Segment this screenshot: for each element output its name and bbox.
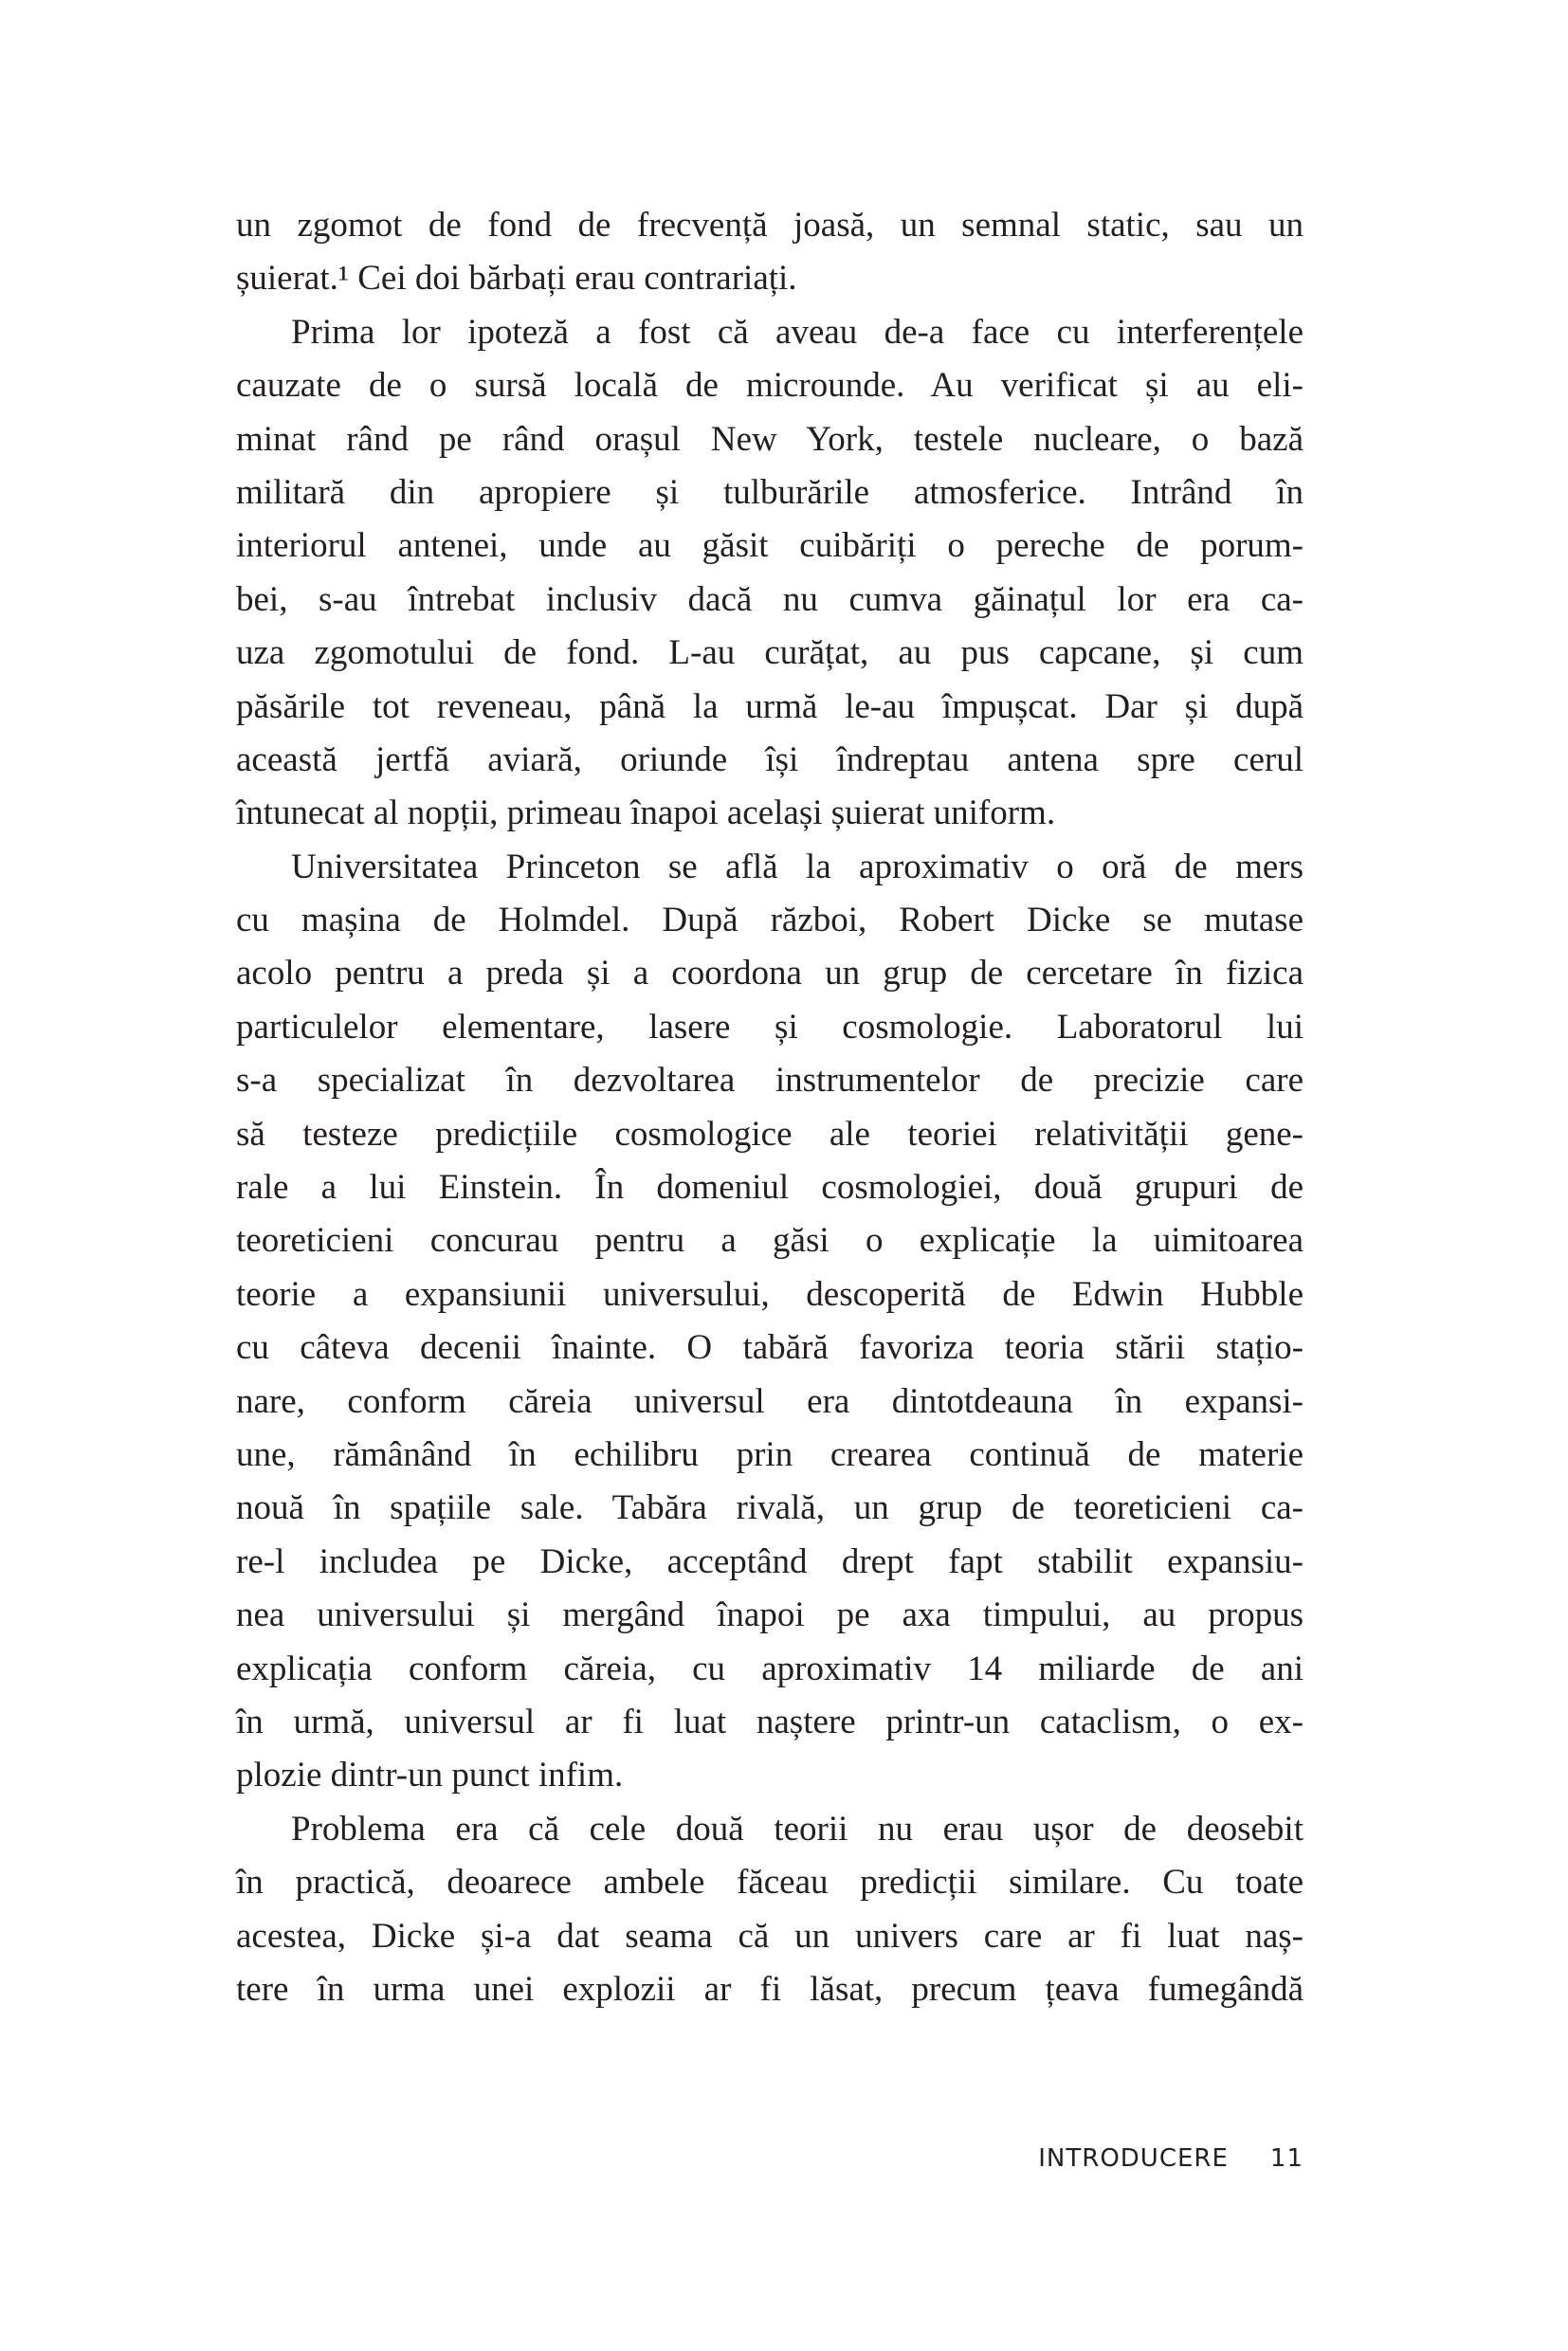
text-line: nare, conform căreia universul era dintotdeauna în expansi- bbox=[236, 1381, 1304, 1421]
text-line: plozie dintr-un punct infim. bbox=[236, 1756, 624, 1795]
text-line: acolo pentru a preda și a coordona un grup de cercetare în fizica bbox=[236, 954, 1304, 993]
text-line: cauzate de o sursă locală de microunde. Au verificat și au eli- bbox=[236, 366, 1304, 406]
text-line: să testeze predicțiile cosmologice ale teoriei relativității gene- bbox=[236, 1114, 1304, 1154]
text-line: explicația conform căreia, cu aproximativ 14 miliarde de ani bbox=[236, 1649, 1304, 1688]
text-line: nea universului și mergând înapoi pe axa timpului, au propus bbox=[236, 1595, 1304, 1635]
text-line: nouă în spațiile sale. Tabăra rivală, un grup de teoreticieni ca- bbox=[236, 1488, 1304, 1528]
page-number: 11 bbox=[1269, 2144, 1304, 2173]
text-line: militară din apropiere și tulburările atmosferice. Intrând în bbox=[236, 472, 1304, 512]
text-line: Universitatea Princeton se află la aproximativ o oră de mers bbox=[291, 847, 1304, 886]
text-line: în urmă, universul ar fi luat naștere printr-un cataclism, o ex- bbox=[236, 1702, 1304, 1741]
text-line: Problema era că cele două teorii nu erau ușor de deosebit bbox=[291, 1809, 1304, 1849]
text-line: minat rând pe rând orașul New York, testele nucleare, o bază bbox=[236, 419, 1304, 459]
text-line: în practică, deoarece ambele făceau predicții similare. Cu toate bbox=[236, 1863, 1304, 1903]
text-line: șuierat.¹ Cei doi bărbați erau contrariați. bbox=[236, 259, 797, 299]
text-line: bei, s-au întrebat inclusiv dacă nu cumva găinațul lor era ca- bbox=[236, 579, 1304, 619]
text-line: această jertfă aviară, oriunde își îndreptau antena spre cerul bbox=[236, 739, 1304, 779]
text-line: Prima lor ipoteză a fost că aveau de-a face cu interferențele bbox=[291, 312, 1304, 352]
text-line: cu mașina de Holmdel. După război, Robert Dicke se mutase bbox=[236, 901, 1304, 940]
text-line: teorie a expansiunii universului, descoperită de Edwin Hubble bbox=[236, 1274, 1304, 1314]
text-line: re-l includea pe Dicke, acceptând drept fapt stabilit expansiu- bbox=[236, 1541, 1304, 1581]
text-line: teoreticieni concurau pentru a găsi o explicație la uimitoarea bbox=[236, 1221, 1304, 1261]
text-line: un zgomot de fond de frecvență joasă, un semnal static, sau un bbox=[236, 206, 1304, 245]
body-text bbox=[236, 199, 1304, 2016]
text-line: întunecat al nopții, primeau înapoi același șuierat uniform. bbox=[236, 793, 1056, 833]
text-line: uza zgomotului de fond. L-au curățat, au pus capcane, și cum bbox=[236, 633, 1304, 673]
text-line: une, rămânând în echilibru prin crearea continuă de materie bbox=[236, 1434, 1304, 1474]
text-line: interiorul antenei, unde au găsit cuibăriți o pereche de porum- bbox=[236, 526, 1304, 566]
page-footer bbox=[1038, 2144, 1304, 2173]
text-line: păsările tot reveneau, până la urmă le-au împușcat. Dar și după bbox=[236, 686, 1304, 726]
text-line: particulelor elementare, lasere și cosmologie. Laboratorul lui bbox=[236, 1007, 1304, 1047]
text-line: s-a specializat în dezvoltarea instrumentelor de precizie care bbox=[236, 1061, 1304, 1101]
text-line: cu câteva decenii înainte. O tabără favoriza teoria stării stațio- bbox=[236, 1328, 1304, 1368]
text-line: tere în urma unei explozii ar fi lăsat, precum țeava fumegândă bbox=[236, 1969, 1304, 2009]
running-footer-section: INTRODUCERE bbox=[1038, 2144, 1229, 2173]
text-line: acestea, Dicke și-a dat seama că un univers care ar fi luat naș- bbox=[236, 1916, 1304, 1956]
text-line: rale a lui Einstein. În domeniul cosmologiei, două grupuri de bbox=[236, 1168, 1304, 1208]
